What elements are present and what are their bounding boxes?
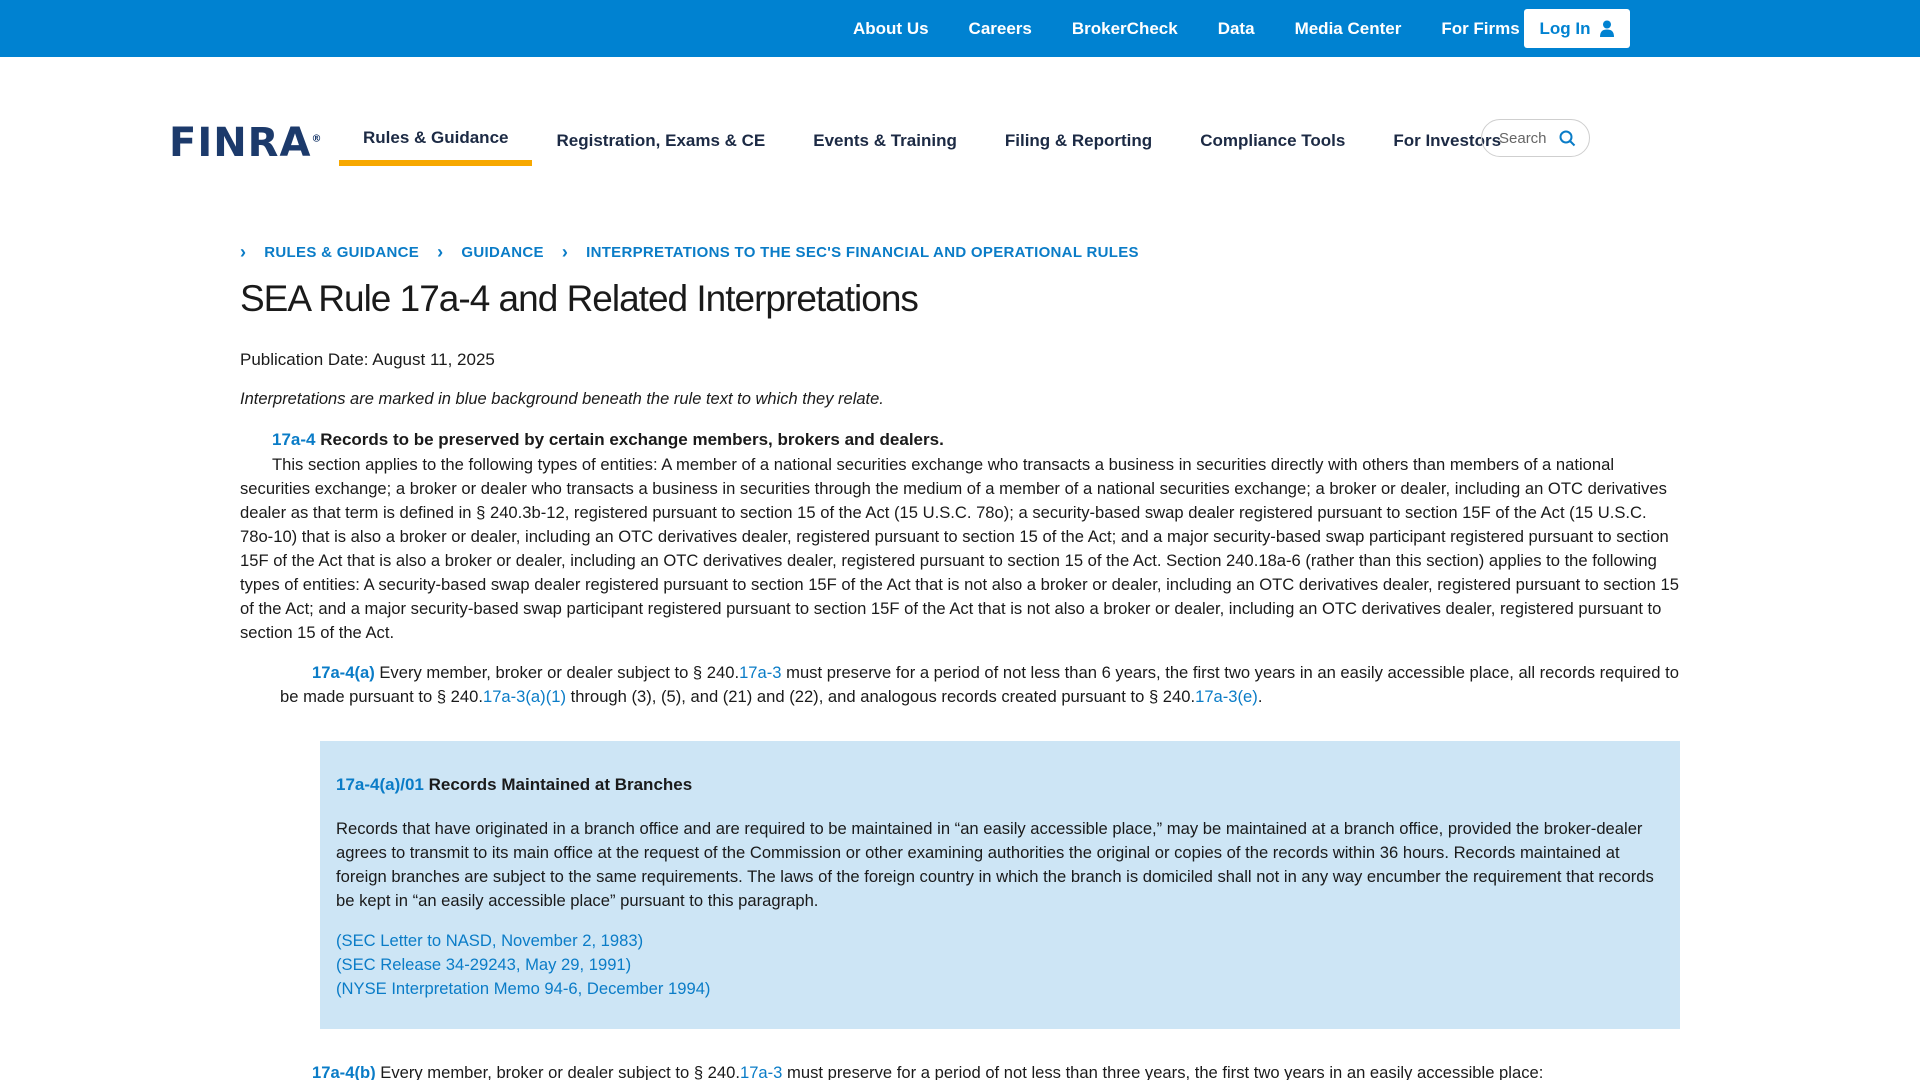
- login-label: Log In: [1539, 18, 1591, 38]
- text: Every member, broker or dealer subject to § 240.: [374, 663, 740, 682]
- nav-for-investors[interactable]: For Investors: [1393, 130, 1502, 150]
- logo-text: FINRA: [169, 120, 312, 166]
- breadcrumb-rules-guidance[interactable]: RULES & GUIDANCE: [264, 244, 420, 261]
- brokercheck-link[interactable]: BrokerCheck: [1071, 18, 1178, 38]
- breadcrumb: [240, 242, 1139, 263]
- 17a-4a-link[interactable]: 17a-4(a): [312, 663, 375, 682]
- for-firms-link[interactable]: For Firms: [1441, 18, 1520, 38]
- finra-logo[interactable]: FINRA®: [169, 120, 323, 166]
- search-placeholder: Search: [1499, 129, 1547, 147]
- paragraph-a: [280, 661, 1680, 709]
- interpretation-title: [336, 775, 1664, 795]
- rule-heading: [272, 430, 944, 450]
- nav-rules-guidance[interactable]: Rules & Guidance: [339, 115, 532, 160]
- careers-link[interactable]: Careers: [968, 18, 1032, 38]
- text: Every member, broker or dealer subject to § 240.: [375, 1063, 740, 1080]
- nav-events-training[interactable]: Events & Training: [813, 130, 957, 150]
- interpretation-box: [320, 741, 1680, 1029]
- chevron-right-icon: ›: [437, 242, 444, 262]
- text: must preserve for a period of not less than three years, the first two years in an easily accessible place:: [782, 1063, 1544, 1080]
- citation[interactable]: (NYSE Interpretation Memo 94-6, December 1994): [336, 979, 711, 998]
- main-nav: [339, 118, 1525, 163]
- search-button[interactable]: [1481, 119, 1590, 157]
- media-center-link[interactable]: Media Center: [1294, 18, 1402, 38]
- text: .: [1257, 687, 1263, 706]
- rule-heading-text: Records to be preserved by certain exchange members, brokers and dealers.: [315, 430, 944, 449]
- citation[interactable]: (SEC Release 34-29243, May 29, 1991): [336, 955, 632, 974]
- nav-registration-exams-ce[interactable]: Registration, Exams & CE: [556, 130, 766, 150]
- publication-date: Publication Date: August 11, 2025: [240, 350, 495, 369]
- interpretation-title-text: Records Maintained at Branches: [423, 775, 693, 794]
- citations: [336, 929, 1664, 1001]
- interpretation-body: Records that have originated in a branch office and are required to be maintained in “an easily accessible place,” may be maintained at a branch office, provided the broker-dealer agrees to transmit to its main office at the request of the Commission or other examining authorities the original or copies of the records within 36 hours. Records maintained at foreign branches are subject to the same requirements. The laws of the foreign country in which the branch is domiciled shall not in any way encumber the requirement that records be kept in “an easily accessible place” pursuant to this paragraph.: [336, 819, 1654, 910]
- breadcrumb-interpretations[interactable]: INTERPRETATIONS TO THE SEC'S FINANCIAL AND OPERATIONAL RULES: [586, 244, 1139, 261]
- utility-bar: [0, 0, 1920, 57]
- data-link[interactable]: Data: [1217, 18, 1255, 38]
- search-icon: [1559, 130, 1576, 147]
- rule-intro: This section applies to the following types of entities: A member of a national securities exchange who transacts a business in securities directly with others than members of a national securities exchange; a broker or dealer who transacts a business in securities through the medium of a member of a national securities exchange; a broker or dealer, including an OTC derivatives dealer as that term is defined in § 240.3b-12, registered pursuant to section 15 of the Act (15 U.S.C. 78o); a security-based swap dealer registered pursuant to section 15F of the Act (15 U.S.C. 78o-10) that is also a broker or dealer, including an OTC derivatives dealer, registered pursuant to section 15 of the Act; and a major security-based swap participant registered pursuant to section 15F of the Act that is also a broker or dealer, including an OTC derivatives dealer, registered pursuant to section 15 of the Act. Section 240.18a-6 (rather than this section) applies to the following types of entities: A security-based swap dealer registered pursuant to section 15F of the Act that is not also a broker or dealer, including an OTC derivatives dealer, registered pursuant to section 15 of the Act; and a major security-based swap participant registered pursuant to section 15F of the Act that is not also a broker or dealer, including an OTC derivatives dealer, registered pursuant to section 15 of the Act.: [240, 455, 1679, 642]
- chevron-right-icon: ›: [240, 242, 247, 262]
- breadcrumb-guidance[interactable]: GUIDANCE: [461, 244, 544, 261]
- 17a-3a1-link[interactable]: 17a-3(a)(1): [482, 687, 566, 706]
- 17a-3e-link[interactable]: 17a-3(e): [1195, 687, 1258, 706]
- 17a-4b-link[interactable]: 17a-4(b): [312, 1063, 376, 1080]
- interpretation-note: Interpretations are marked in blue background beneath the rule text to which they relate.: [240, 390, 884, 408]
- 17a-4a-01-link[interactable]: 17a-4(a)/01: [336, 775, 424, 794]
- text: must preserve for a period of not less than 6 years, the first two years in an easily accessible place, all records required to be made pursuant to § 240.: [280, 663, 1679, 706]
- nav-compliance-tools[interactable]: Compliance Tools: [1200, 130, 1346, 150]
- citation[interactable]: (SEC Letter to NASD, November 2, 1983): [336, 931, 644, 950]
- 17a-3-link[interactable]: 17a-3: [739, 663, 782, 682]
- about-us-link[interactable]: About Us: [853, 18, 929, 38]
- utility-links: [853, 0, 1520, 57]
- paragraph-b: [280, 1061, 1680, 1080]
- rule-17a-4-link[interactable]: 17a-4: [272, 430, 316, 449]
- login-button[interactable]: [1524, 9, 1630, 48]
- page-title: SEA Rule 17a-4 and Related Interpretations: [240, 278, 918, 319]
- chevron-right-icon: ›: [561, 242, 569, 262]
- text: through (3), (5), and (21) and (22), and analogous records created pursuant to § 240.: [565, 687, 1196, 706]
- user-icon: [1600, 20, 1614, 37]
- nav-filing-reporting[interactable]: Filing & Reporting: [1004, 130, 1153, 150]
- 17a-3-link[interactable]: 17a-3: [739, 1063, 783, 1080]
